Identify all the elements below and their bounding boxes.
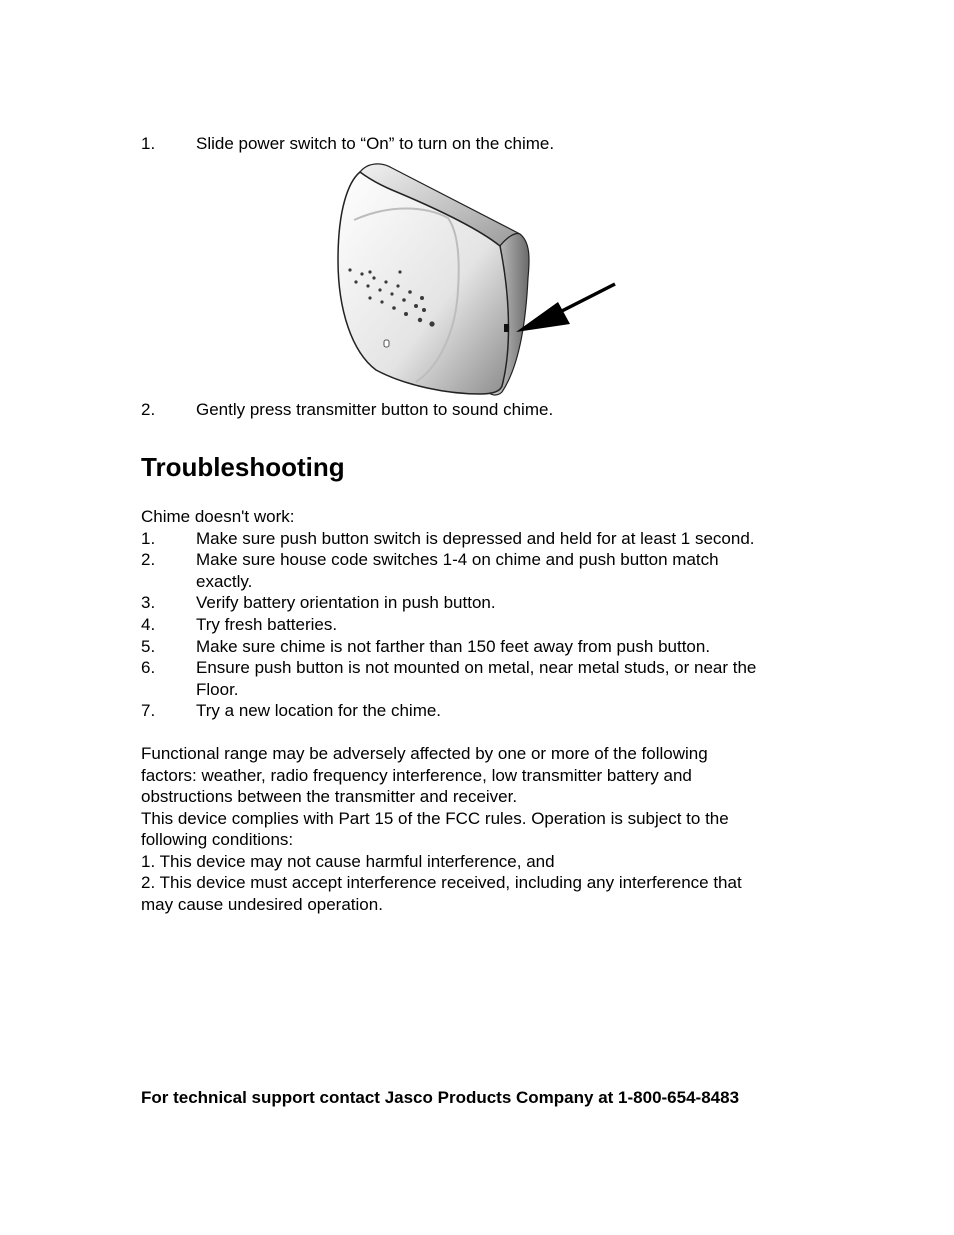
list-item-number: 2. <box>141 550 156 569</box>
step-1-number: 1. <box>141 134 156 153</box>
list-item-text: Make sure house code switches 1-4 on chime and push button match <box>196 550 719 569</box>
step-2-text: Gently press transmitter button to sound chime. <box>196 400 554 419</box>
list-item-number: 1. <box>141 529 156 548</box>
list-item-number: 3. <box>141 593 156 612</box>
notice-line: obstructions between the transmitter and receiver. <box>141 787 518 806</box>
section-heading: Troubleshooting <box>141 452 345 482</box>
notice-line: may cause undesired operation. <box>141 895 383 914</box>
list-item-text: Ensure push button is not mounted on metal, near metal studs, or near the <box>196 658 757 677</box>
chime-figure <box>330 160 630 400</box>
step-2-number: 2. <box>141 400 156 419</box>
arrow-icon <box>330 160 630 400</box>
notice-line: 1. This device may not cause harmful interference, and <box>141 852 555 871</box>
notice-line: Functional range may be adversely affected by one or more of the following <box>141 744 708 763</box>
list-item-text: Make sure chime is not farther than 150 feet away from push button. <box>196 637 711 656</box>
list-item-text: Verify battery orientation in push button. <box>196 593 496 612</box>
list-item-text: Try a new location for the chime. <box>196 701 442 720</box>
list-item-number: 7. <box>141 701 156 720</box>
notice-line: This device complies with Part 15 of the FCC rules. Operation is subject to the <box>141 809 729 828</box>
notice-line: 2. This device must accept interference received, including any interference that <box>141 873 742 892</box>
step-1-text: Slide power switch to “On” to turn on the chime. <box>196 134 555 153</box>
list-item-number: 4. <box>141 615 156 634</box>
list-item-number: 6. <box>141 658 156 677</box>
troubleshoot-intro: Chime doesn't work: <box>141 507 295 526</box>
technical-support-contact: For technical support contact Jasco Products Company at 1-800-654-8483 <box>141 1088 740 1107</box>
list-item-text: Try fresh batteries. <box>196 615 338 634</box>
list-item-text: Make sure push button switch is depressed and held for at least 1 second. <box>196 529 755 548</box>
list-item-number: 5. <box>141 637 156 656</box>
notice-line: following conditions: <box>141 830 294 849</box>
notice-line: factors: weather, radio frequency interference, low transmitter battery and <box>141 766 692 785</box>
list-item-text-continued: exactly. <box>196 572 253 591</box>
list-item-text-continued: Floor. <box>196 680 239 699</box>
